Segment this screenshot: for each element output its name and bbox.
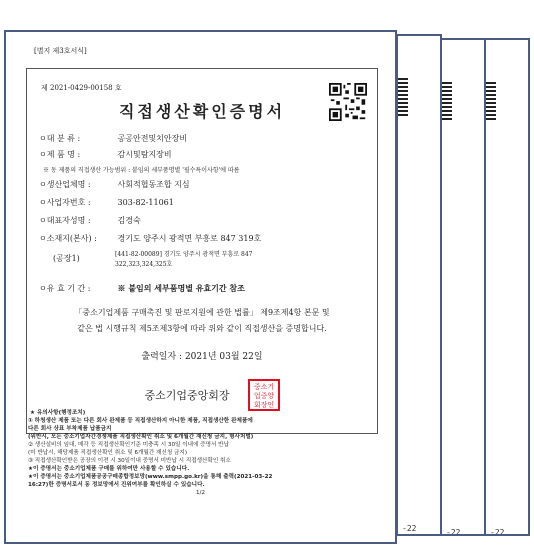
field-label: ㅇ생산업체명 : [39,180,91,189]
factory-label: (공장1) [53,254,80,263]
field-category [39,133,187,144]
issue-date: 출력일자 : 2021년 03월 22일 [141,352,263,362]
field-value: 경기도 양주시 광적면 부흥로 847 319호 [117,234,262,243]
field-label: ㅇ대 분 류 : [39,134,81,143]
qr-code-icon [486,80,496,120]
field-product-name [39,149,172,160]
certificate-page [4,30,397,544]
field-label: ㅇ제 품 명 : [39,150,81,159]
issuer-name: 중소기업중앙회장 [144,389,230,402]
field-value: 감시및탐지장비 [117,150,172,159]
certificate-title: 직접생산확인증명서 [118,102,286,121]
field-business-number [39,197,174,208]
field-label: ㅇ사업자번호 : [39,198,91,207]
field-value: 김경숙 [117,216,141,225]
serial-number: 제 2021-0429-00158 호 [41,84,122,92]
factory-address-line2: 322,323,324,325호 [115,261,173,268]
stacked-certificate-page-1 [396,34,442,536]
field-label: ㅇ유 효 기 간 : [39,284,91,293]
qr-code-icon [398,76,408,116]
field-validity [39,283,245,294]
warning-line: ★이 증명서는 중소기업제품 구매를 위하여만 사용할 수 있습니다. [28,466,190,472]
stacked-certificate-page-3 [484,38,530,536]
field-value: 사회적협동조합 지심 [117,180,190,189]
product-scope-note: ※ 동 제품의 직접생산 가능범위 : 붙임의 세부품명별 '필수특이사항'에 따름 [43,167,240,174]
certificate-body [26,68,378,434]
page-stub-text: -22 [490,528,505,536]
warning-line: ② 생산설비의 임대, 매각 등 직접생산확인기준 미충족 시 30일 이내에 증명서 반납 [28,442,229,448]
warning-line: (위반시, 모든 중소기업자간경쟁제품 직접생산확인 취소 및 6개월간 재신청 금지, 형사처벌) [28,434,254,440]
qr-code-icon [442,80,452,120]
field-label: ㅇ대표자성명 : [39,216,91,225]
field-company-name [39,179,190,190]
field-value: 303-82-11061 [117,198,174,207]
stacked-certificate-page-2 [440,38,486,536]
field-headquarters-address [39,233,261,244]
field-value: 공공안전및치안장비 [117,134,188,143]
warning-line: ★이 증명서는 중소기업제품공공구매종합정보망(www.smpp.go.kr)을 통해 출력(2021-03-22 [28,474,273,480]
warning-line: 16:27)한 증명서로서 동 정보망에서 진위여부를 확인하실 수 있습니다. [28,482,205,488]
field-representative [39,215,141,226]
warning-line: (미 반납시, 해당제품 직접생산확인 취소 및 6개월간 재신청 금지) [28,450,188,456]
page-stub-text: -22 [402,524,417,533]
warning-line: ★ 유의사항(행정조치) [30,410,86,416]
warning-line: ③ 직접생산확인받은 공장의 이전 시 30일이내 중명서 미반납 시 직접생산확인 취소 [28,458,231,464]
page-stub-text: -22 [446,528,461,536]
warning-line: ① 하청생산 제품 또는 다른 회사 완제품 등 직접생산하지 아니한 제품, 직접생산한 완제품에 [28,418,253,424]
page-number: 1/2 [196,490,206,496]
official-seal-icon: 중소기 업중앙 회장인 [248,379,280,411]
warning-line: 다른 회사 상표 부착제품 납품금지 [28,426,112,432]
legal-basis-line2: 같은 법 시행규칙 제5조제3항에 따라 위와 같이 직접생산을 증명합니다. [77,324,327,333]
form-label: [별지 제3호서식] [34,47,87,55]
factory-address-line1: [441-82-00089] 경기도 양주시 광적면 부흥로 847 [115,251,253,258]
field-value: ※ 붙임의 세부품명별 유효기간 참조 [117,283,245,293]
qr-code-icon [329,83,367,121]
field-label: ㅇ소재지(본사) : [39,234,97,243]
legal-basis-line1: 「중소기업제품 구매촉진 및 판로지원에 관한 법률」 제9조제4항 본문 및 [74,308,330,317]
